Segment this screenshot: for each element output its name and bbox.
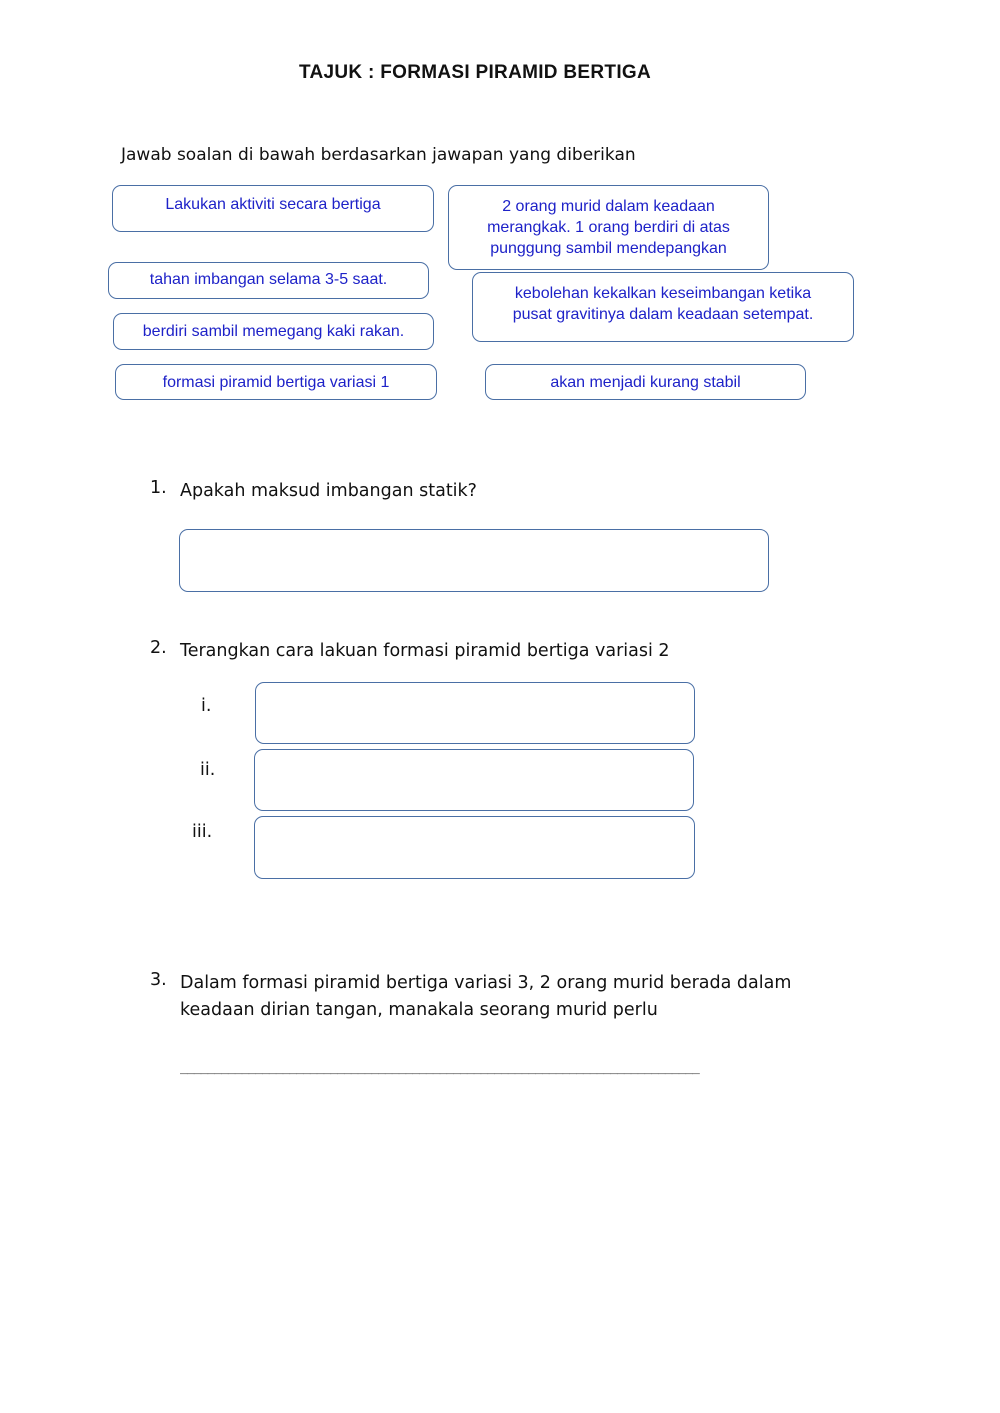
page-title: TAJUK : FORMASI PIRAMID BERTIGA xyxy=(299,62,651,83)
question-2 xyxy=(150,638,850,668)
answer-drop-zone-2ii[interactable] xyxy=(254,749,694,811)
sub-label-ii: ii. xyxy=(200,760,216,780)
question-3 xyxy=(150,970,830,1030)
answer-chip[interactable]: Lakukan aktiviti secara bertiga xyxy=(112,185,434,232)
sub-label-iii: iii. xyxy=(192,822,213,842)
question-text: Dalam formasi piramid bertiga variasi 3, 2 orang murid berada dalam keadaan dirian tangan, manakala seorang murid perlu xyxy=(180,973,792,1020)
question-text: Terangkan cara lakuan formasi piramid bertiga variasi 2 xyxy=(180,641,670,661)
question-number: 2. xyxy=(150,638,167,658)
question-number: 1. xyxy=(150,478,167,498)
sub-label-i: i. xyxy=(201,696,212,716)
answer-drop-zone-1[interactable] xyxy=(179,529,769,592)
answer-chip[interactable]: tahan imbangan selama 3-5 saat. xyxy=(108,262,429,299)
answer-blank-line[interactable]: ____________________________________________________________________________ xyxy=(180,1060,699,1075)
answer-chip[interactable]: kebolehan kekalkan keseimbangan ketika pusat gravitinya dalam keadaan setempat. xyxy=(472,272,854,342)
answer-chip[interactable]: formasi piramid bertiga variasi 1 xyxy=(115,364,437,400)
answer-drop-zone-2i[interactable] xyxy=(255,682,695,744)
question-number: 3. xyxy=(150,970,167,990)
question-1 xyxy=(150,478,850,508)
question-text: Apakah maksud imbangan statik? xyxy=(180,481,477,501)
answer-chip[interactable]: 2 orang murid dalam keadaan merangkak. 1 orang berdiri di atas punggung sambil mendepangkan xyxy=(448,185,769,270)
answer-chip[interactable]: akan menjadi kurang stabil xyxy=(485,364,806,400)
instruction-text: Jawab soalan di bawah berdasarkan jawapan yang diberikan xyxy=(121,145,636,165)
answer-chip[interactable]: berdiri sambil memegang kaki rakan. xyxy=(113,313,434,350)
answer-drop-zone-2iii[interactable] xyxy=(254,816,695,879)
